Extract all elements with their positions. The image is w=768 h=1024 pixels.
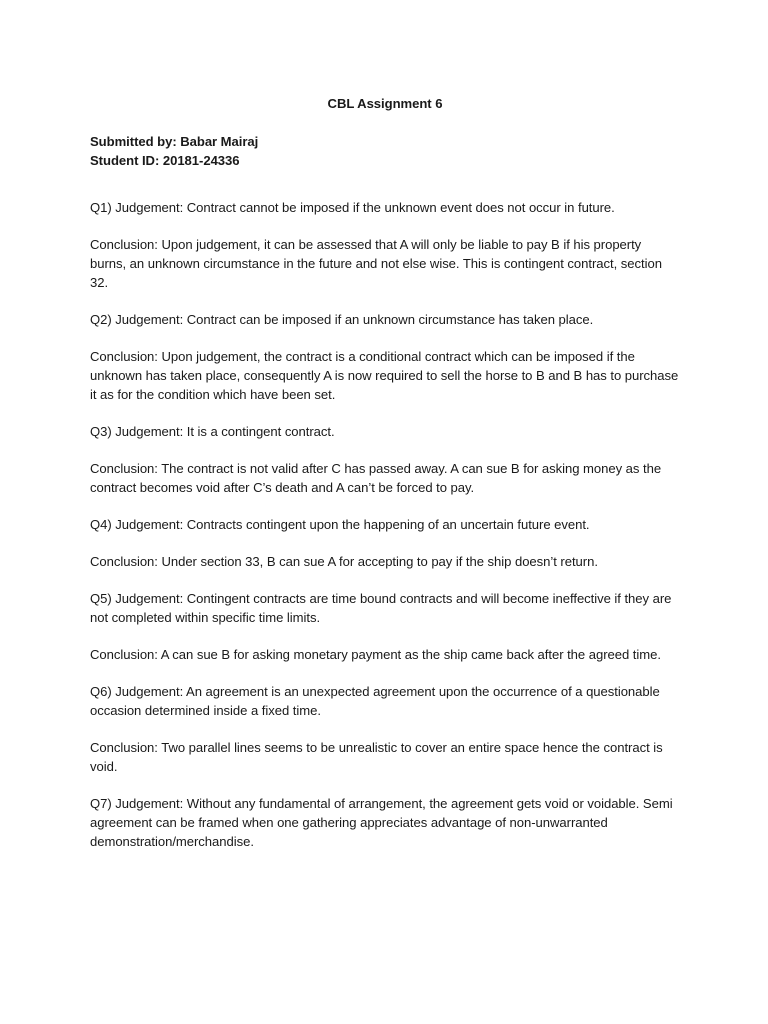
- student-id: Student ID: 20181-24336: [90, 153, 240, 168]
- paragraph-q5-conclusion: Conclusion: A can sue B for asking monetary payment as the ship came back after the agreed time.: [90, 647, 661, 662]
- document-title: CBL Assignment 6: [327, 96, 443, 111]
- paragraph-q4-conclusion: Conclusion: Under section 33, B can sue A for accepting to pay if the ship doesn’t return.: [90, 554, 598, 569]
- paragraph-q1-judgement: Q1) Judgement: Contract cannot be imposed if the unknown event does not occur in future.: [90, 200, 615, 215]
- paragraph-q6-conclusion: Conclusion: Two parallel lines seems to be unrealistic to cover an entire space hence the contract is void.: [90, 740, 663, 774]
- author-block: [90, 132, 680, 170]
- paragraph-q4-judgement: Q4) Judgement: Contracts contingent upon the happening of an uncertain future event.: [90, 517, 590, 532]
- submitted-by: Submitted by: Babar Mairaj: [90, 134, 259, 149]
- paragraph-q2-judgement: Q2) Judgement: Contract can be imposed if an unknown circumstance has taken place.: [90, 312, 594, 327]
- paragraph-q7-judgement: Q7) Judgement: Without any fundamental of arrangement, the agreement gets void or voidable. Semi agreement can be framed when one gathering appreciates advantage of non-unwarranted demonstration/merchandise.: [90, 796, 673, 849]
- paragraph-q3-conclusion: Conclusion: The contract is not valid after C has passed away. A can sue B for asking money as the contract becomes void after C’s death and A can’t be forced to pay.: [90, 461, 662, 495]
- paragraph-q6-judgement: Q6) Judgement: An agreement is an unexpected agreement upon the occurrence of a questionable occasion determined inside a fixed time.: [90, 684, 660, 718]
- paragraph-q2-conclusion: Conclusion: Upon judgement, the contract is a conditional contract which can be imposed if the unknown has taken place, consequently A is now required to sell the horse to B and B has to purchase it as for the condition which have been set.: [90, 349, 679, 402]
- document-content: [90, 94, 680, 851]
- paragraph-q3-judgement: Q3) Judgement: It is a contingent contract.: [90, 424, 335, 439]
- paragraph-q5-judgement: Q5) Judgement: Contingent contracts are time bound contracts and will become ineffective if they are not completed within specific time limits.: [90, 591, 672, 625]
- paragraph-q1-conclusion: Conclusion: Upon judgement, it can be assessed that A will only be liable to pay B if his property burns, an unknown circumstance in the future and not else wise. This is contingent contract, section 32.: [90, 237, 662, 290]
